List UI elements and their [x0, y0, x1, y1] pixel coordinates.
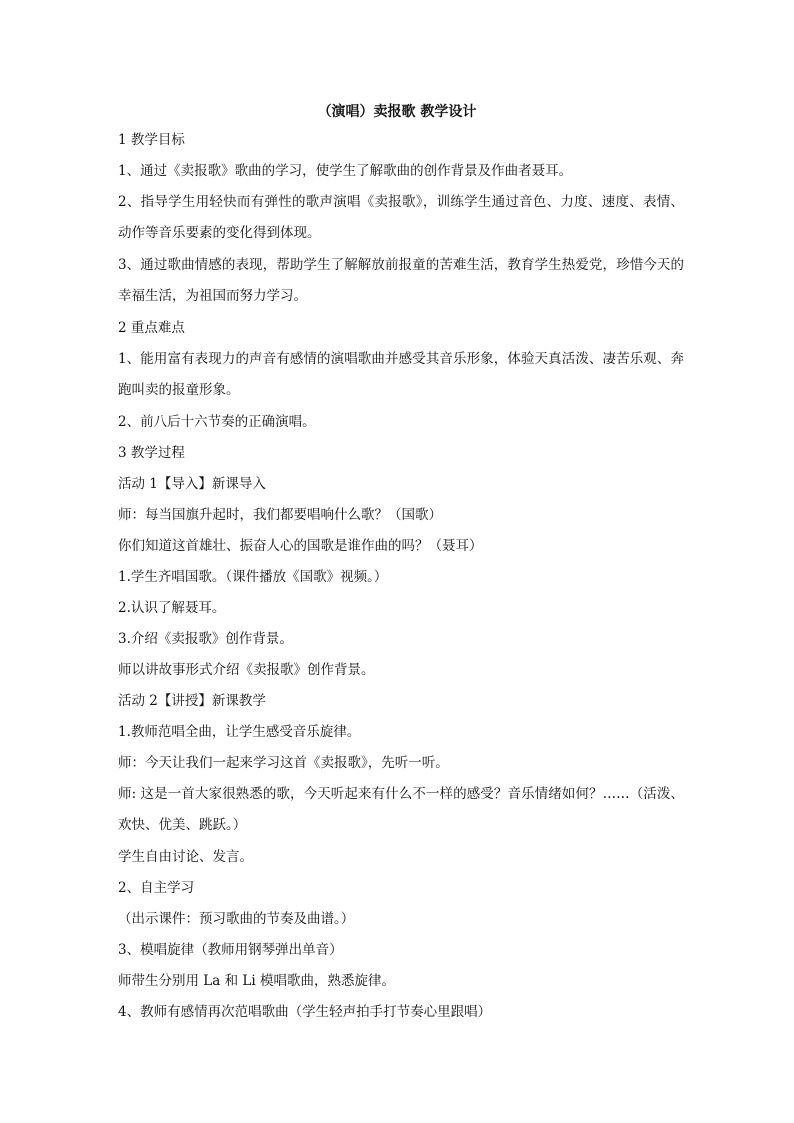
paragraph: 师以讲故事形式介绍《卖报歌》创作背景。	[118, 662, 375, 678]
paragraph: 师带生分别用 La 和 Li 模唱歌曲，熟悉旋律。	[118, 973, 395, 989]
paragraph: 2、指导学生用轻快而有弹性的歌声演唱《卖报歌》，训练学生通过音色、力度、速度、表情、动作等音乐要素的变化得到体现。	[118, 194, 684, 241]
activity-heading: 活动 1【导入】新课导入	[118, 476, 266, 492]
paragraph: 1、能用富有表现力的声音有感情的演唱歌曲并感受其音乐形象，体验天真活泼、凄苦乐观、奔跑叫卖的报童形象。	[118, 351, 684, 398]
document-body	[118, 130, 684, 1033]
document-title: （演唱）卖报歌 教学设计	[317, 104, 477, 120]
section-heading-process: 3 教学过程	[118, 445, 185, 461]
paragraph: 2、自主学习	[118, 880, 195, 896]
paragraph: 2、前八后十六节奏的正确演唱。	[118, 414, 316, 430]
paragraph: 1.学生齐唱国歌。（课件播放《国歌》视频。）	[118, 569, 388, 585]
paragraph: （出示课件：预习歌曲的节奏及曲谱。）	[118, 911, 355, 927]
paragraph: 2.认识了解聂耳。	[118, 600, 226, 616]
paragraph: 4、教师有感情再次范唱歌曲（学生轻声拍手打节奏心里跟唱）	[118, 1004, 492, 1020]
paragraph: 1.教师范唱全曲，让学生感受音乐旋律。	[118, 724, 361, 740]
paragraph: 3、模唱旋律（教师用钢琴弹出单音）	[118, 942, 343, 958]
section-heading-key-points: 2 重点难点	[118, 320, 185, 336]
activity-heading: 活动 2【讲授】新课教学	[118, 693, 266, 709]
paragraph: 你们知道这首雄壮、振奋人心的国歌是谁作曲的吗？（聂耳）	[118, 538, 483, 554]
paragraph: 1、通过《卖报歌》歌曲的学习，使学生了解歌曲的创作背景及作曲者聂耳。	[118, 163, 573, 179]
paragraph: 学生自由讨论、发言。	[118, 849, 253, 865]
section-heading-objectives: 1 教学目标	[118, 132, 185, 148]
paragraph: 师: 这是一首大家很熟悉的歌，今天听起来有什么不一样的感受？音乐情绪如何？……（活泼、欢快、优美、跳跃。）	[118, 786, 684, 833]
paragraph: 师：每当国旗升起时，我们都要唱响什么歌？（国歌）	[118, 507, 442, 523]
paragraph: 3.介绍《卖报歌》创作背景。	[118, 631, 293, 647]
paragraph: 3、通过歌曲情感的表现，帮助学生了解解放前报童的苦难生活，教育学生热爱党，珍惜今天的幸福生活，为祖国而努力学习。	[118, 257, 684, 304]
paragraph: 师：今天让我们一起来学习这首《卖报歌》，先听一听。	[118, 755, 449, 771]
